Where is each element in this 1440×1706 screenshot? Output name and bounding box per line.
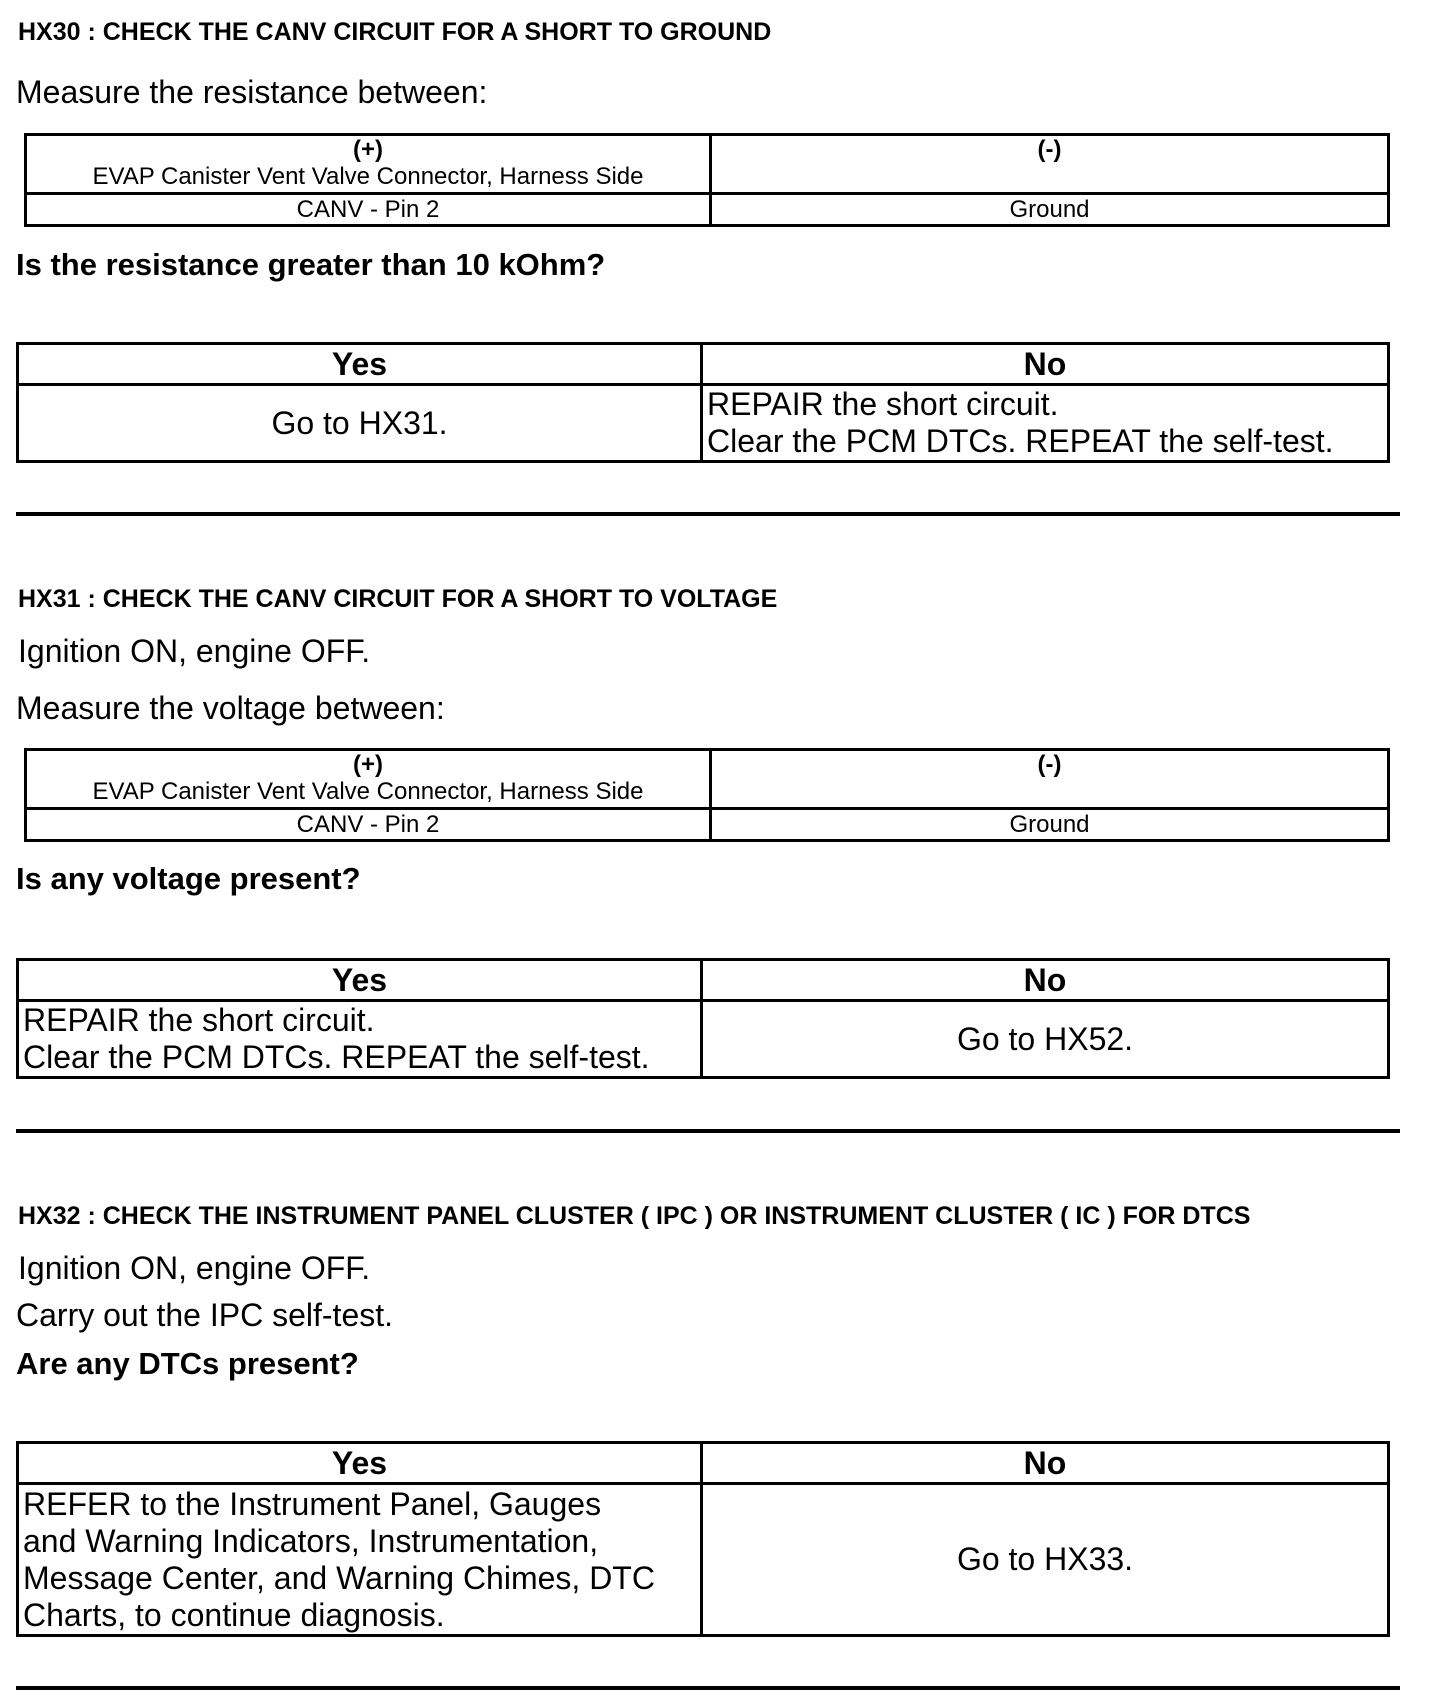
no-answer-cell (702, 385, 1389, 462)
no-header: No (702, 960, 1389, 1001)
answer-line: Go to HX31. (271, 404, 448, 441)
answer-line: REPAIR the short circuit. (707, 386, 1059, 422)
minus-terminal-cell (711, 135, 1389, 194)
yes-answer-cell (18, 1484, 702, 1636)
measurement-table-hx30 (24, 133, 1390, 227)
plus-terminal-cell (26, 135, 711, 194)
plus-connector-label: EVAP Canister Vent Valve Connector, Harness Side (92, 163, 644, 190)
minus-pin-cell: Ground (711, 809, 1389, 841)
yes-answer-cell (18, 385, 702, 462)
step-text: Ignition ON, engine OFF. (18, 1250, 371, 1286)
yes-header: Yes (18, 960, 702, 1001)
minus-symbol: (-) (1037, 136, 1062, 163)
minus-terminal-cell (711, 750, 1389, 809)
answer-table-hx32 (16, 1441, 1390, 1637)
plus-symbol: (+) (353, 136, 383, 163)
question-text: Are any DTCs present? (16, 1346, 359, 1381)
no-answer-cell (702, 1484, 1389, 1636)
no-header: No (702, 344, 1389, 385)
answer-table-hx30 (16, 342, 1390, 463)
plus-pin-cell: CANV - Pin 2 (26, 194, 711, 226)
answer-line: Clear the PCM DTCs. REPEAT the self-test. (707, 423, 1334, 459)
step-text: Measure the resistance between: (16, 74, 488, 110)
section-divider (16, 512, 1400, 516)
step-text: Measure the voltage between: (16, 690, 445, 726)
section-divider (16, 1129, 1400, 1133)
measurement-table-hx31 (24, 748, 1390, 842)
answer-line: and Warning Indicators, Instrumentation, (23, 1522, 599, 1559)
step-text: Ignition ON, engine OFF. (18, 633, 371, 669)
answer-line: Go to HX33. (956, 1541, 1134, 1577)
answer-table-hx31 (16, 958, 1390, 1079)
answer-line: Message Center, and Warning Chimes, DTC (23, 1559, 655, 1596)
section-heading-hx32: HX32 : CHECK THE INSTRUMENT PANEL CLUSTER ( IPC ) OR INSTRUMENT CLUSTER ( IC ) FOR DTCS (18, 1202, 1251, 1230)
no-header: No (702, 1443, 1389, 1484)
minus-pin-cell: Ground (711, 194, 1389, 226)
plus-pin-cell: CANV - Pin 2 (26, 809, 711, 841)
plus-symbol: (+) (353, 751, 383, 778)
question-text: Is the resistance greater than 10 kOhm? (16, 247, 606, 282)
step-text: Carry out the IPC self-test. (16, 1297, 394, 1333)
answer-line: Go to HX52. (956, 1020, 1134, 1057)
minus-symbol: (-) (1037, 751, 1062, 778)
answer-line: REPAIR the short circuit. (23, 1002, 375, 1038)
yes-header: Yes (18, 344, 702, 385)
no-answer-cell (702, 1001, 1389, 1078)
answer-line: REFER to the Instrument Panel, Gauges (23, 1485, 602, 1522)
section-heading-hx30: HX30 : CHECK THE CANV CIRCUIT FOR A SHORT TO GROUND (18, 18, 772, 46)
question-text: Is any voltage present? (16, 861, 361, 896)
plus-connector-label: EVAP Canister Vent Valve Connector, Harness Side (92, 778, 644, 805)
answer-line: Charts, to continue diagnosis. (23, 1596, 445, 1633)
plus-terminal-cell (26, 750, 711, 809)
yes-header: Yes (18, 1443, 702, 1484)
yes-answer-cell (18, 1001, 702, 1078)
section-divider (16, 1686, 1400, 1690)
section-heading-hx31: HX31 : CHECK THE CANV CIRCUIT FOR A SHORT TO VOLTAGE (18, 585, 778, 613)
answer-line: Clear the PCM DTCs. REPEAT the self-test. (23, 1039, 650, 1075)
